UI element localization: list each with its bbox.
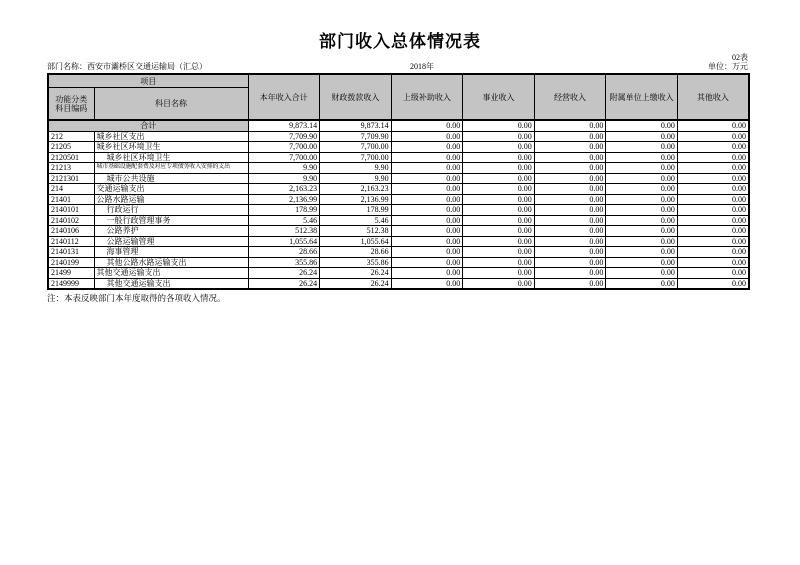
value-cell: 2,163.23	[320, 184, 392, 195]
value-cell: 178.99	[248, 205, 320, 216]
value-cell: 0.00	[677, 257, 749, 268]
code-cell: 2140199	[48, 257, 94, 268]
code-cell: 2140102	[48, 215, 94, 226]
value-cell: 0.00	[463, 268, 535, 279]
value-cell: 0.00	[606, 205, 678, 216]
table-row	[48, 215, 749, 226]
value-cell: 0.00	[463, 247, 535, 258]
value-cell: 512.38	[248, 226, 320, 237]
value-cell: 0.00	[534, 247, 606, 258]
header-row-1	[48, 74, 749, 88]
income-table	[47, 73, 750, 290]
value-cell: 0.00	[463, 163, 535, 174]
value-cell: 0.00	[606, 142, 678, 153]
code-cell: 21499	[48, 268, 94, 279]
value-cell: 0.00	[534, 215, 606, 226]
value-cell: 0.00	[677, 163, 749, 174]
value-cell: 0.00	[534, 257, 606, 268]
value-cell: 0.00	[391, 152, 463, 163]
value-cell: 512.38	[320, 226, 392, 237]
table-row	[48, 257, 749, 268]
value-cell: 26.24	[320, 278, 392, 289]
value-cell: 9,873.14	[248, 120, 320, 131]
value-cell: 0.00	[463, 131, 535, 142]
value-cell: 26.24	[320, 268, 392, 279]
value-cell: 7,700.00	[320, 152, 392, 163]
value-cell: 0.00	[677, 131, 749, 142]
code-cell: 2140106	[48, 226, 94, 237]
unit-label: 单位：万元	[708, 62, 748, 71]
header-function-code-line1: 功能分类	[55, 94, 88, 104]
name-cell: 其他交通运输支出	[94, 268, 248, 279]
value-cell: 7,700.00	[320, 142, 392, 153]
value-cell: 0.00	[534, 205, 606, 216]
code-cell: 21401	[48, 194, 94, 205]
name-cell: 海事管理	[94, 247, 248, 258]
value-cell: 0.00	[677, 173, 749, 184]
value-cell: 0.00	[606, 173, 678, 184]
value-cell: 2,163.23	[248, 184, 320, 195]
value-cell: 28.66	[320, 247, 392, 258]
value-cell: 28.66	[248, 247, 320, 258]
value-cell: 0.00	[677, 278, 749, 289]
value-cell: 5.46	[248, 215, 320, 226]
value-cell: 0.00	[606, 163, 678, 174]
value-cell: 0.00	[534, 120, 606, 131]
name-cell: 公路养护	[94, 226, 248, 237]
value-cell: 9.90	[248, 173, 320, 184]
value-cell: 0.00	[463, 120, 535, 131]
value-cell: 0.00	[391, 163, 463, 174]
header-subject-name: 科目名称	[94, 88, 248, 121]
value-cell: 0.00	[606, 236, 678, 247]
value-cell: 9.90	[248, 163, 320, 174]
value-cell: 0.00	[677, 247, 749, 258]
value-cell: 0.00	[463, 184, 535, 195]
column-header: 事业收入	[463, 74, 535, 120]
value-cell: 0.00	[391, 131, 463, 142]
name-cell: 其他交通运输支出	[94, 278, 248, 289]
meta-row	[47, 62, 748, 73]
value-cell: 0.00	[534, 184, 606, 195]
value-cell: 0.00	[534, 173, 606, 184]
table-row	[48, 205, 749, 216]
value-cell: 0.00	[391, 226, 463, 237]
table-row	[48, 152, 749, 163]
value-cell: 0.00	[606, 131, 678, 142]
value-cell: 0.00	[606, 226, 678, 237]
table-number: 02表	[732, 53, 748, 62]
value-cell: 0.00	[606, 152, 678, 163]
table-row	[48, 247, 749, 258]
value-cell: 0.00	[677, 236, 749, 247]
code-cell: 21205	[48, 142, 94, 153]
value-cell: 9,873.14	[320, 120, 392, 131]
table-row	[48, 278, 749, 289]
value-cell: 0.00	[606, 247, 678, 258]
department-name: 部门名称：西安市灞桥区交通运输局（汇总）	[47, 62, 207, 71]
value-cell: 0.00	[391, 236, 463, 247]
table-row	[48, 142, 749, 153]
value-cell: 0.00	[534, 226, 606, 237]
value-cell: 0.00	[391, 215, 463, 226]
value-cell: 2,136.99	[320, 194, 392, 205]
value-cell: 0.00	[534, 163, 606, 174]
value-cell: 0.00	[391, 142, 463, 153]
table-row	[48, 236, 749, 247]
value-cell: 0.00	[463, 142, 535, 153]
code-cell: 2149999	[48, 278, 94, 289]
column-header: 其他收入	[677, 74, 749, 120]
value-cell: 26.24	[248, 268, 320, 279]
name-cell: 城乡社区环境卫生	[94, 152, 248, 163]
value-cell: 7,700.00	[248, 152, 320, 163]
value-cell: 0.00	[606, 120, 678, 131]
name-cell: 城乡社区环境卫生	[94, 142, 248, 153]
value-cell: 0.00	[534, 278, 606, 289]
value-cell: 7,700.00	[248, 142, 320, 153]
column-header: 附属单位上缴收入	[606, 74, 678, 120]
value-cell: 178.99	[320, 205, 392, 216]
value-cell: 0.00	[606, 194, 678, 205]
value-cell: 0.00	[606, 184, 678, 195]
value-cell: 5.46	[320, 215, 392, 226]
code-cell: 21213	[48, 163, 94, 174]
value-cell: 7,709.90	[320, 131, 392, 142]
value-cell: 2,136.99	[248, 194, 320, 205]
value-cell: 0.00	[677, 152, 749, 163]
value-cell: 0.00	[606, 278, 678, 289]
header-function-code	[48, 88, 94, 121]
column-header: 财政拨款收入	[320, 74, 392, 120]
value-cell: 0.00	[606, 268, 678, 279]
value-cell: 0.00	[391, 278, 463, 289]
value-cell: 1,055.64	[248, 236, 320, 247]
table-row	[48, 131, 749, 142]
year-label: 2018年	[410, 62, 435, 71]
value-cell: 26.24	[248, 278, 320, 289]
header-project: 项目	[48, 74, 248, 88]
value-cell: 355.86	[248, 257, 320, 268]
table-row	[48, 184, 749, 195]
value-cell: 7,709.90	[248, 131, 320, 142]
value-cell: 0.00	[534, 152, 606, 163]
value-cell: 0.00	[606, 215, 678, 226]
header-function-code-line2: 科目编码	[55, 103, 88, 113]
value-cell: 0.00	[463, 278, 535, 289]
value-cell: 0.00	[463, 226, 535, 237]
name-cell: 行政运行	[94, 205, 248, 216]
value-cell: 0.00	[677, 226, 749, 237]
code-cell: 212	[48, 131, 94, 142]
value-cell: 0.00	[677, 205, 749, 216]
code-cell: 2140131	[48, 247, 94, 258]
value-cell: 0.00	[463, 257, 535, 268]
value-cell: 0.00	[677, 184, 749, 195]
name-cell: 公路运输管理	[94, 236, 248, 247]
name-cell: 一般行政管理事务	[94, 215, 248, 226]
value-cell: 0.00	[534, 142, 606, 153]
value-cell: 0.00	[463, 152, 535, 163]
value-cell: 0.00	[463, 215, 535, 226]
table-row	[48, 173, 749, 184]
value-cell: 0.00	[677, 142, 749, 153]
code-cell: 214	[48, 184, 94, 195]
table-body	[48, 120, 749, 289]
name-cell: 城乡社区支出	[94, 131, 248, 142]
value-cell: 0.00	[391, 268, 463, 279]
value-cell: 0.00	[534, 236, 606, 247]
value-cell: 0.00	[463, 236, 535, 247]
total-row	[48, 120, 749, 131]
table-row	[48, 194, 749, 205]
code-cell: 2121301	[48, 173, 94, 184]
code-cell: 2140112	[48, 236, 94, 247]
value-cell: 0.00	[534, 194, 606, 205]
page-title: 部门收入总体情况表	[319, 32, 481, 51]
table-row	[48, 163, 749, 174]
total-label-cell: 合计	[48, 120, 248, 131]
name-cell: 公路水路运输	[94, 194, 248, 205]
value-cell: 0.00	[391, 173, 463, 184]
value-cell: 0.00	[534, 131, 606, 142]
value-cell: 0.00	[391, 257, 463, 268]
table-row	[48, 226, 749, 237]
value-cell: 0.00	[391, 184, 463, 195]
value-cell: 0.00	[463, 205, 535, 216]
value-cell: 0.00	[534, 268, 606, 279]
name-cell: 城市基础设施配套费及对应专项债务收入安排的支出	[94, 163, 248, 174]
column-header: 经营收入	[534, 74, 606, 120]
value-cell: 9.90	[320, 173, 392, 184]
name-cell: 其他公路水路运输支出	[94, 257, 248, 268]
value-cell: 355.86	[320, 257, 392, 268]
value-cell: 0.00	[463, 173, 535, 184]
column-header: 上级补助收入	[391, 74, 463, 120]
code-cell: 2140101	[48, 205, 94, 216]
value-cell: 0.00	[677, 268, 749, 279]
note: 注：本表反映部门本年度取得的各项收入情况。	[47, 293, 226, 303]
value-cell: 0.00	[391, 247, 463, 258]
value-cell: 0.00	[391, 120, 463, 131]
table-row	[48, 268, 749, 279]
value-cell: 0.00	[606, 257, 678, 268]
table-header	[48, 74, 749, 120]
value-cell: 0.00	[391, 205, 463, 216]
value-cell: 0.00	[463, 194, 535, 205]
code-cell: 2120501	[48, 152, 94, 163]
value-cell: 1,055.64	[320, 236, 392, 247]
value-cell: 0.00	[391, 194, 463, 205]
value-cell: 0.00	[677, 120, 749, 131]
name-cell: 城市公共设施	[94, 173, 248, 184]
column-header: 本年收入合计	[248, 74, 320, 120]
value-cell: 0.00	[677, 215, 749, 226]
name-cell: 交通运输支出	[94, 184, 248, 195]
value-cell: 0.00	[677, 194, 749, 205]
value-cell: 9.90	[320, 163, 392, 174]
